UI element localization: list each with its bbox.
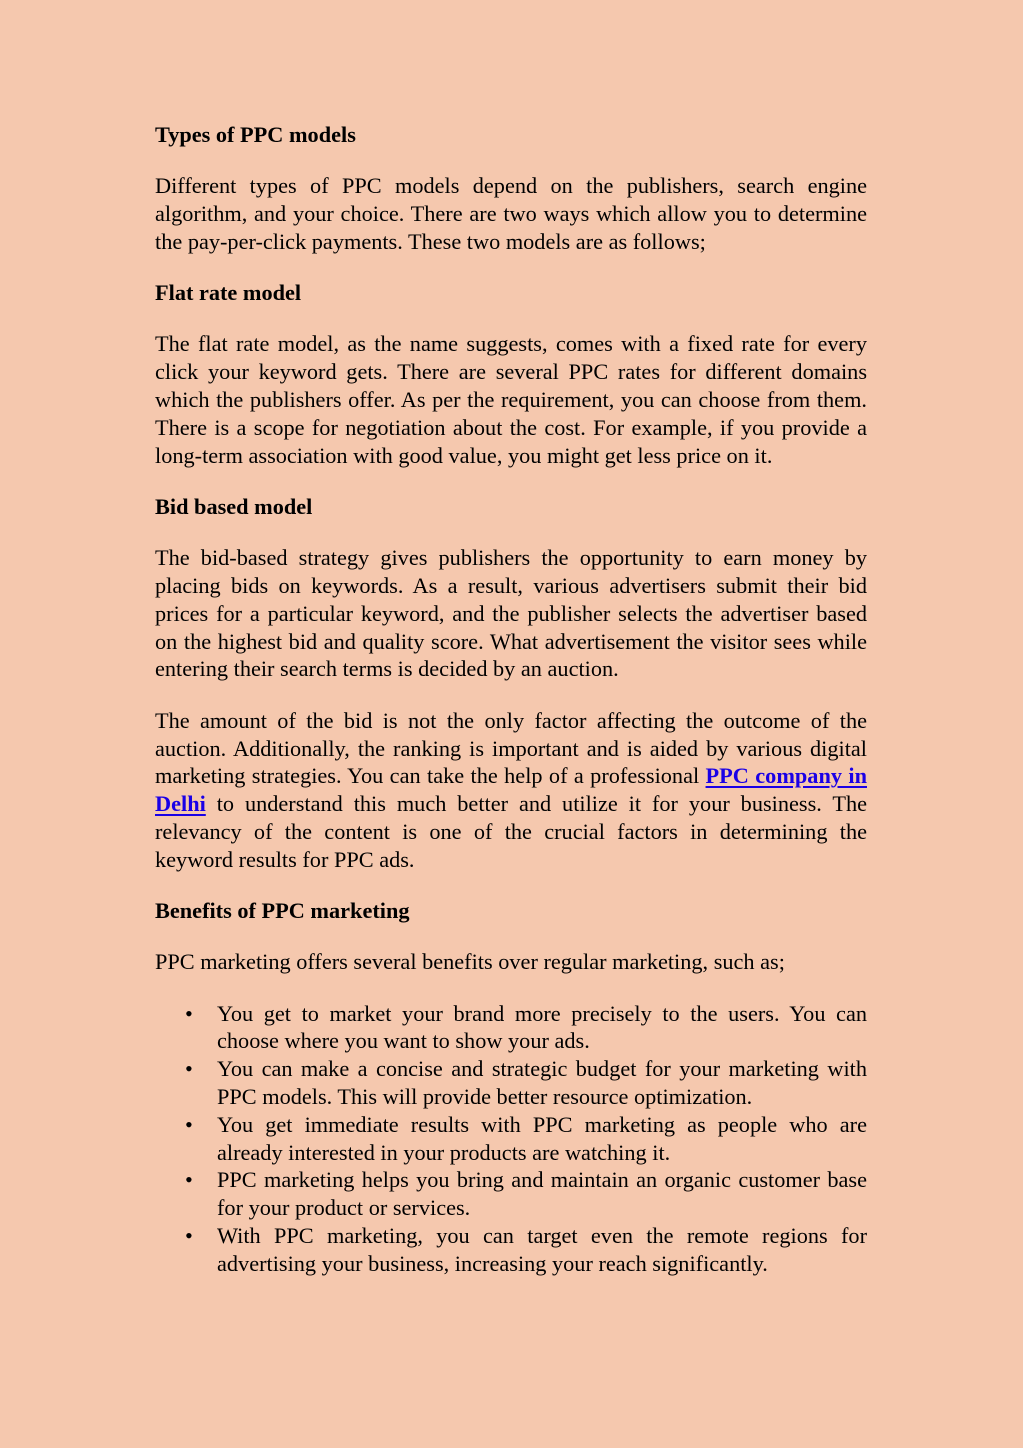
list-item-text: PPC marketing helps you bring and maintain an organic customer base for your product or services.	[217, 1167, 867, 1221]
list-item-text: You get to market your brand more precisely to the users. You can choose where you want to show your ads.	[217, 1000, 867, 1054]
benefits-list	[155, 1000, 867, 1278]
section-heading-bid-based: Bid based model	[155, 493, 313, 519]
paragraph-bid-based: The bid-based strategy gives publishers the opportunity to earn money by placing bids on keywords. As a result, various advertisers submit their bid prices for a particular keyword, and the publisher selects the advertiser based on the highest bid and quality score. What advertisement the visitor sees while entering their search terms is decided by an auction.	[155, 545, 867, 682]
list-item	[155, 1055, 867, 1111]
list-item	[155, 1166, 867, 1222]
section-heading-types: Types of PPC models	[155, 122, 356, 147]
list-item	[155, 1111, 867, 1167]
bullet-icon: •	[185, 1000, 193, 1026]
bullet-icon: •	[185, 1223, 193, 1248]
bullet-icon: •	[185, 1111, 193, 1137]
list-item-text: You can make a concise and strategic budget for your marketing with PPC models. This will provide better resource optimization.	[217, 1056, 867, 1110]
list-item-text: You get immediate results with PPC marketing as people who are already interested in your products are watching it.	[217, 1111, 867, 1165]
bullet-icon: •	[185, 1167, 193, 1193]
section-heading-flat-rate: Flat rate model	[155, 280, 302, 306]
list-item	[155, 1000, 867, 1056]
ppc-company-delhi-link[interactable]: PPC company in Delhi	[155, 763, 867, 817]
list-item	[155, 1222, 867, 1278]
paragraph-flat-rate: The flat rate model, as the name suggests, comes with a fixed rate for every click your keyword gets. There are several PPC rates for different domains which the publishers offer. As per the requirement, you can choose from them. There is a scope for negotiation about the cost. For example, if you provide a long-term association with good value, you might get less price on it.	[155, 331, 867, 468]
paragraph-auction-text-before: The amount of the bid is not the only factor affecting the outcome of the auction. Additionally, the ranking is important and is aided by various digital marketing strategies. You can take the help of a professional	[155, 707, 867, 789]
document-page	[155, 121, 867, 1278]
paragraph-auction-text-after: to understand this much better and utilize it for your business. The relevancy of the content is one of the crucial factors in determining the keyword results for PPC ads.	[155, 791, 867, 872]
paragraph-benefits-intro: PPC marketing offers several benefits over regular marketing, such as;	[155, 949, 785, 975]
bullet-icon: •	[185, 1056, 193, 1082]
paragraph-auction	[155, 707, 867, 874]
paragraph-types: Different types of PPC models depend on the publishers, search engine algorithm, and your choice. There are two ways which allow you to determine the pay-per-click payments. These two models are as follows;	[155, 173, 867, 254]
section-heading-benefits: Benefits of PPC marketing	[155, 898, 410, 924]
list-item-text: With PPC marketing, you can target even the remote regions for advertising your business, increasing your reach significantly.	[217, 1223, 867, 1276]
